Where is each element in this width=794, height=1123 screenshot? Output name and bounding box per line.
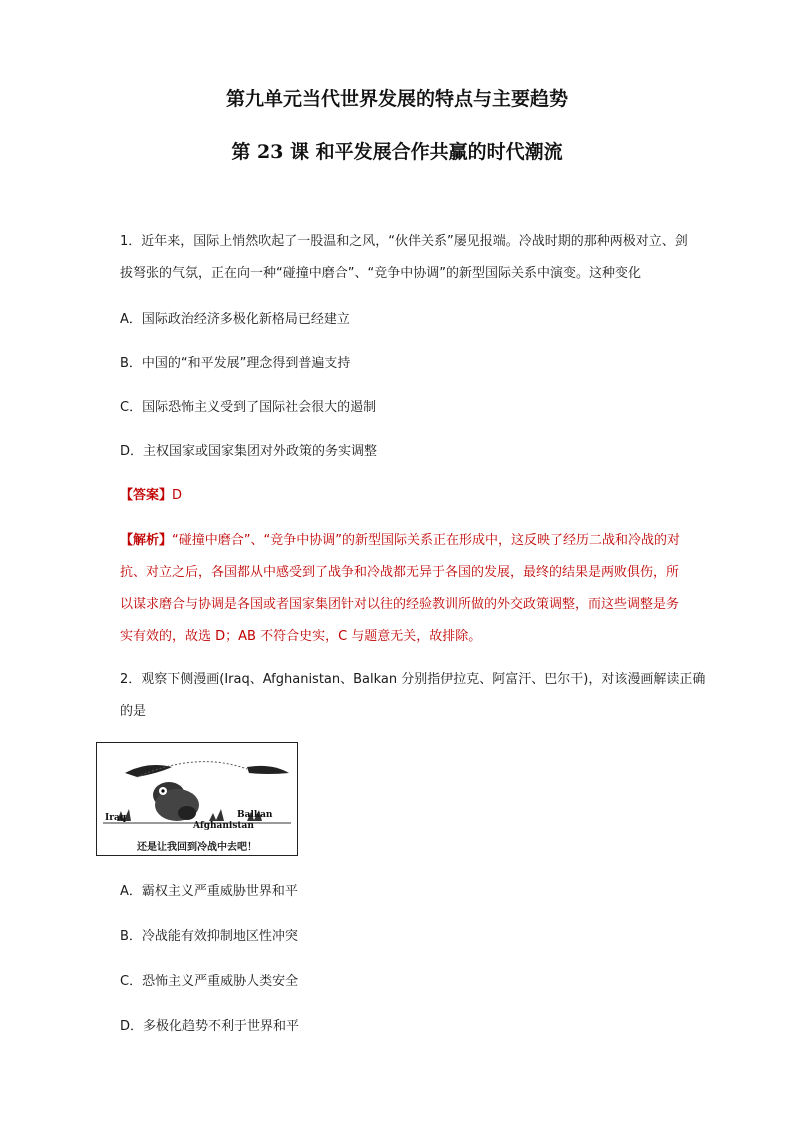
q1-option-d: D．主权国家或国家集团对外政策的务实调整 <box>120 444 378 459</box>
q1-option-b: B．中国的“和平发展”理念得到普遍支持 <box>120 356 351 371</box>
cold-war-cartoon <box>96 742 298 856</box>
q2-option-a: A．霸权主义严重威胁世界和平 <box>120 884 298 899</box>
label-afghanistan: Afghanistan <box>193 821 254 831</box>
analysis-tag: 【解析】 <box>120 533 173 548</box>
lesson-title: 第 23 课 和平发展合作共赢的时代潮流 <box>231 141 563 163</box>
q1-stem-line2: 拔弩张的气氛，正在向一种“碰撞中磨合”、“竞争中协调”的新型国际关系中演变。这种变化 <box>120 266 641 281</box>
answer-value: D <box>172 488 183 503</box>
q2-stem-line1: 2．观察下侧漫画(Iraq、Afghanistan、Balkan 分别指伊拉克、阿富汗、巴尔干)，对该漫画解读正确 <box>120 672 706 687</box>
explosion-mid <box>209 809 224 821</box>
figure-hand <box>178 806 196 820</box>
q1-analysis-line1 <box>120 532 690 549</box>
q1-analysis-line3: 以谋求磨合与协调是各国或者国家集团针对以往的经验教训所做的外交政策调整，而这些调整是务 <box>120 597 680 612</box>
figure-pupil <box>161 789 164 792</box>
q1-answer <box>120 487 690 504</box>
label-balkan: Balkan <box>237 810 273 820</box>
analysis-text-1: “碰撞中磨合”、“竞争中协调”的新型国际关系正在形成中，这反映了经历二战和冷战的对 <box>172 533 680 548</box>
q1-option-c: C．国际恐怖主义受到了国际社会很大的遏制 <box>120 400 377 415</box>
q2-option-b: B．冷战能有效抑制地区性冲突 <box>120 929 298 944</box>
answer-tag: 【答案】 <box>120 488 173 503</box>
q1-analysis-line2: 抗、对立之后，各国都从中感受到了战争和冷战都无异于各国的发展，最终的结果是两败俱伤，所 <box>120 565 680 580</box>
cartoon-caption: 还是让我回到冷战中去吧！ <box>137 842 257 853</box>
q1-stem-line1: 1．近年来，国际上悄然吹起了一股温和之风，“伙伴关系”屡见报端。冷战时期的那种两极对立、剑 <box>120 234 688 249</box>
q2-option-d: D．多极化趋势不利于世界和平 <box>120 1019 300 1034</box>
q2-stem-line2: 的是 <box>120 704 147 719</box>
q2-option-c: C．恐怖主义严重威胁人类安全 <box>120 974 299 989</box>
label-iraq: Iraq <box>105 813 127 823</box>
q1-option-a: A．国际政治经济多极化新格局已经建立 <box>120 312 350 327</box>
missile-right-shape <box>247 766 289 774</box>
q1-analysis-line4: 实有效的，故选 D；AB 不符合史实，C 与题意无关，故排除。 <box>120 629 482 644</box>
unit-title: 第九单元当代世界发展的特点与主要趋势 <box>225 88 568 110</box>
